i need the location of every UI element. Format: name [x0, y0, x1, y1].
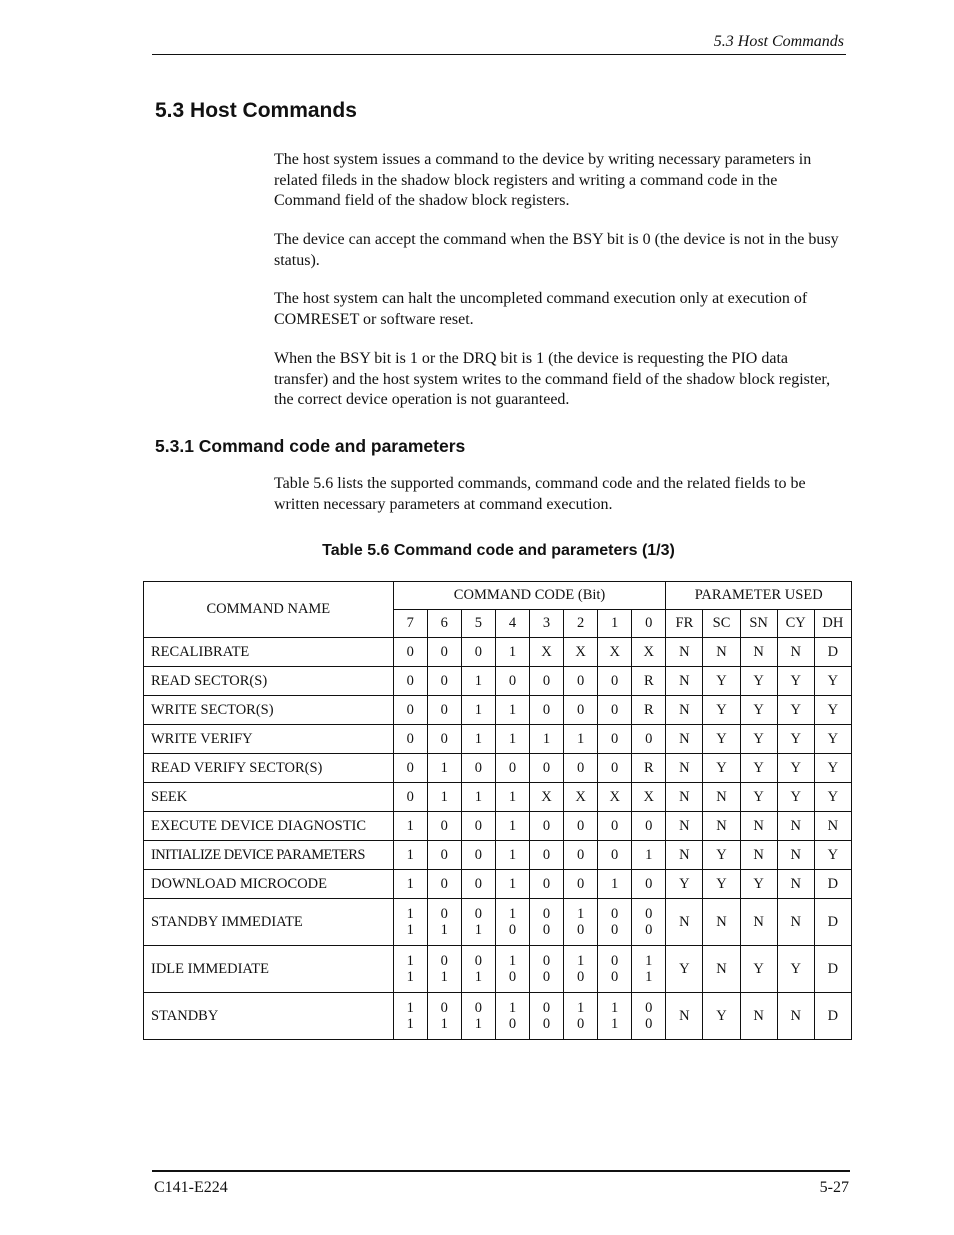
code-bit-cell	[427, 946, 461, 993]
code-bit-cell: 1	[495, 696, 529, 725]
table-row	[144, 870, 852, 899]
param-cell: N	[814, 812, 851, 841]
code-bit-cell: 0	[564, 696, 598, 725]
param-cell: Y	[814, 725, 851, 754]
code-bit-cell: R	[632, 754, 666, 783]
code-bit-line: 1	[406, 953, 414, 969]
param-cell: Y	[740, 667, 777, 696]
code-bit-line: 1	[406, 969, 414, 985]
code-bit-cell: 0	[632, 870, 666, 899]
code-bit-cell: 1	[461, 725, 495, 754]
command-name-cell: IDLE IMMEDIATE	[144, 946, 394, 993]
code-bit-cell: 0	[393, 667, 427, 696]
page-footer	[152, 1170, 850, 1196]
code-bit-cell: 0	[564, 870, 598, 899]
code-bit-cell: 0	[529, 841, 563, 870]
param-cell: Y	[777, 696, 814, 725]
code-bit-line: 0	[542, 906, 551, 922]
code-bit-line: 0	[508, 922, 517, 938]
command-code-table	[143, 581, 852, 1040]
code-bit-line: 0	[611, 922, 619, 938]
code-bit-cell: 1	[393, 870, 427, 899]
code-bit-cell: 0	[564, 667, 598, 696]
table-row	[144, 993, 852, 1040]
code-bit-line: 1	[508, 953, 517, 969]
code-bit-cell	[598, 993, 632, 1040]
code-bit-line: 1	[474, 1016, 482, 1032]
param-cell: N	[777, 993, 814, 1040]
code-bit-cell: 0	[427, 841, 461, 870]
code-bit-cell: 0	[461, 754, 495, 783]
code-bit-line: 1	[406, 906, 414, 922]
code-bit-cell	[598, 946, 632, 993]
code-bit-line: 1	[406, 1000, 414, 1016]
code-bit-cell: 1	[495, 638, 529, 667]
param-cell: Y	[777, 754, 814, 783]
param-cell: Y	[740, 725, 777, 754]
paragraph-table-intro: Table 5.6 lists the supported commands, command code and the related fields to be written necessary parameters at command execution.	[274, 475, 806, 513]
table-caption: Table 5.6 Command code and parameters (1/3)	[322, 542, 675, 559]
code-bit-cell	[632, 899, 666, 946]
code-bit-cell: 1	[529, 725, 563, 754]
code-bit-cell: 0	[529, 754, 563, 783]
param-cell: N	[666, 725, 703, 754]
code-bit-line: 1	[645, 953, 653, 969]
code-bit-line: 1	[508, 906, 517, 922]
code-bit-cell: 1	[495, 783, 529, 812]
code-bit-cell: 1	[495, 841, 529, 870]
table-row	[144, 841, 852, 870]
code-bit-line: 1	[576, 953, 585, 969]
code-bit-line: 0	[576, 969, 585, 985]
param-cell: N	[666, 754, 703, 783]
code-bit-cell: 1	[427, 754, 461, 783]
code-bit-line: 0	[576, 922, 585, 938]
code-bit-cell	[461, 899, 495, 946]
code-bit-cell	[564, 899, 598, 946]
code-bit-line: 1	[440, 969, 448, 985]
table-row	[144, 696, 852, 725]
code-bit-line: 1	[611, 1000, 619, 1016]
code-bit-line: 1	[576, 906, 585, 922]
header-param-cy: CY	[777, 610, 814, 638]
code-bit-cell: 0	[598, 841, 632, 870]
param-cell: Y	[777, 667, 814, 696]
param-cell: D	[814, 993, 851, 1040]
code-bit-cell: 0	[427, 638, 461, 667]
running-header	[152, 30, 846, 55]
code-bit-cell	[393, 899, 427, 946]
subsection-title: 5.3.1 Command code and parameters	[155, 436, 466, 456]
code-bit-cell: 0	[598, 725, 632, 754]
table-row	[144, 783, 852, 812]
code-bit-line: 0	[508, 1016, 517, 1032]
param-cell: Y	[703, 667, 740, 696]
code-bit-cell	[427, 899, 461, 946]
param-cell: Y	[703, 696, 740, 725]
param-cell: Y	[703, 754, 740, 783]
code-bit-cell: 1	[632, 841, 666, 870]
code-bit-cell: 0	[564, 812, 598, 841]
header-bit-1: 1	[598, 610, 632, 638]
param-cell: Y	[740, 870, 777, 899]
param-cell: N	[703, 812, 740, 841]
code-bit-cell: 0	[598, 667, 632, 696]
param-cell: N	[703, 946, 740, 993]
header-bit-0: 0	[632, 610, 666, 638]
param-cell: Y	[740, 754, 777, 783]
code-bit-cell: 0	[427, 812, 461, 841]
code-bit-cell: 0	[632, 812, 666, 841]
param-cell: N	[666, 899, 703, 946]
param-cell: Y	[777, 725, 814, 754]
command-name-cell: SEEK	[144, 783, 394, 812]
code-bit-cell: 1	[598, 870, 632, 899]
table-row	[144, 638, 852, 667]
code-bit-cell: 0	[529, 870, 563, 899]
code-bit-line: 0	[542, 969, 551, 985]
code-bit-cell: X	[598, 783, 632, 812]
code-bit-cell	[427, 993, 461, 1040]
code-bit-cell	[632, 993, 666, 1040]
header-command-name: COMMAND NAME	[144, 582, 394, 638]
paragraph-command-issue: The host system issues a command to the device by writing necessary parameters in related fileds in the shadow block registers and writing a command code in the Command field of the shadow block registers.	[274, 151, 812, 209]
header-parameter-used: PARAMETER USED	[666, 582, 852, 610]
code-bit-line: 0	[440, 953, 448, 969]
code-bit-cell: X	[529, 783, 563, 812]
section-title: 5.3 Host Commands	[155, 99, 357, 122]
code-bit-cell: 0	[461, 638, 495, 667]
param-cell: N	[740, 638, 777, 667]
code-bit-cell: 1	[564, 725, 598, 754]
code-bit-cell	[564, 946, 598, 993]
code-bit-cell	[495, 946, 529, 993]
param-cell: N	[666, 667, 703, 696]
command-name-cell: READ SECTOR(S)	[144, 667, 394, 696]
table-row	[144, 667, 852, 696]
code-bit-line: 0	[440, 1000, 448, 1016]
param-cell: N	[740, 899, 777, 946]
param-cell: N	[740, 812, 777, 841]
code-bit-line: 1	[440, 922, 448, 938]
param-cell: N	[703, 899, 740, 946]
code-bit-cell	[529, 993, 563, 1040]
param-cell: Y	[703, 841, 740, 870]
param-cell: N	[666, 696, 703, 725]
code-bit-line: 0	[542, 1000, 551, 1016]
param-cell: Y	[814, 783, 851, 812]
document-number: C141-E224	[154, 1179, 228, 1196]
table-body	[144, 638, 852, 1040]
param-cell: N	[703, 783, 740, 812]
param-cell: N	[777, 870, 814, 899]
code-bit-line: 0	[611, 906, 619, 922]
code-bit-cell: X	[632, 783, 666, 812]
code-bit-line: 1	[474, 969, 482, 985]
param-cell: Y	[777, 946, 814, 993]
code-bit-cell: 0	[529, 812, 563, 841]
code-bit-cell: R	[632, 667, 666, 696]
param-cell: D	[814, 870, 851, 899]
param-cell: Y	[740, 946, 777, 993]
param-cell: N	[740, 841, 777, 870]
param-cell: N	[777, 638, 814, 667]
code-bit-cell	[461, 993, 495, 1040]
command-name-cell: STANDBY IMMEDIATE	[144, 899, 394, 946]
code-bit-cell	[564, 993, 598, 1040]
code-bit-cell	[393, 993, 427, 1040]
code-bit-cell: 1	[495, 725, 529, 754]
code-bit-line: 1	[440, 1016, 448, 1032]
code-bit-line: 0	[576, 1016, 585, 1032]
code-bit-line: 0	[645, 906, 653, 922]
code-bit-line: 0	[474, 953, 482, 969]
param-cell: Y	[814, 754, 851, 783]
param-cell: N	[777, 899, 814, 946]
param-cell: Y	[703, 870, 740, 899]
code-bit-cell: 0	[393, 725, 427, 754]
param-cell: N	[666, 638, 703, 667]
param-cell: Y	[777, 783, 814, 812]
param-cell: N	[666, 841, 703, 870]
code-bit-cell: 1	[461, 783, 495, 812]
code-bit-line: 0	[542, 1016, 551, 1032]
code-bit-cell: 1	[393, 841, 427, 870]
code-bit-line: 0	[611, 969, 619, 985]
code-bit-cell: 0	[393, 696, 427, 725]
table-row	[144, 946, 852, 993]
command-name-cell: STANDBY	[144, 993, 394, 1040]
code-bit-cell: R	[632, 696, 666, 725]
code-bit-line: 1	[508, 1000, 517, 1016]
param-cell: N	[740, 993, 777, 1040]
param-cell: Y	[814, 667, 851, 696]
code-bit-cell: 0	[461, 870, 495, 899]
code-bit-cell	[495, 993, 529, 1040]
code-bit-line: 0	[440, 906, 448, 922]
running-header-title: 5.3 Host Commands	[713, 33, 844, 50]
command-name-cell: WRITE VERIFY	[144, 725, 394, 754]
code-bit-cell: 0	[461, 812, 495, 841]
code-bit-cell: 0	[393, 638, 427, 667]
header-param-sn: SN	[740, 610, 777, 638]
code-bit-line: 0	[474, 906, 482, 922]
header-bit-3: 3	[529, 610, 563, 638]
table-row	[144, 812, 852, 841]
param-cell: Y	[666, 870, 703, 899]
table-header-row	[144, 582, 852, 610]
code-bit-cell: 0	[564, 841, 598, 870]
param-cell: N	[666, 993, 703, 1040]
code-bit-cell: 0	[529, 667, 563, 696]
param-cell: N	[666, 783, 703, 812]
param-cell: N	[703, 638, 740, 667]
param-cell: Y	[814, 696, 851, 725]
param-cell: D	[814, 899, 851, 946]
code-bit-cell: X	[598, 638, 632, 667]
code-bit-cell: 1	[393, 812, 427, 841]
code-bit-line: 0	[542, 922, 551, 938]
param-cell: D	[814, 638, 851, 667]
code-bit-cell: 0	[427, 667, 461, 696]
command-name-cell: INITIALIZE DEVICE PARAMETERS	[144, 841, 394, 870]
code-bit-cell	[529, 899, 563, 946]
header-bit-2: 2	[564, 610, 598, 638]
table-row	[144, 725, 852, 754]
code-bit-cell	[495, 899, 529, 946]
command-name-cell: WRITE SECTOR(S)	[144, 696, 394, 725]
param-cell: Y	[740, 696, 777, 725]
param-cell: Y	[703, 993, 740, 1040]
param-cell: D	[814, 946, 851, 993]
header-param-dh: DH	[814, 610, 851, 638]
code-bit-line: 1	[474, 922, 482, 938]
param-cell: N	[777, 812, 814, 841]
code-bit-cell	[632, 946, 666, 993]
param-cell: N	[666, 812, 703, 841]
code-bit-cell: X	[564, 783, 598, 812]
paragraph-bsy-accept: The device can accept the command when the BSY bit is 0 (the device is not in the busy status).	[274, 231, 839, 269]
code-bit-cell: 0	[393, 783, 427, 812]
code-bit-cell: 0	[461, 841, 495, 870]
code-bit-cell: 0	[427, 725, 461, 754]
param-cell: Y	[814, 841, 851, 870]
code-bit-cell: 0	[495, 667, 529, 696]
code-bit-cell: 1	[495, 870, 529, 899]
paragraph-not-guaranteed: When the BSY bit is 1 or the DRQ bit is 1 (the device is requesting the PIO data transfer) and the host system writes to the command field of the shadow block register, the correct device operation is not guaranteed.	[274, 350, 831, 408]
param-cell: Y	[740, 783, 777, 812]
code-bit-cell	[393, 946, 427, 993]
code-bit-line: 1	[406, 1016, 414, 1032]
code-bit-line: 0	[645, 1016, 653, 1032]
code-bit-line: 0	[542, 953, 551, 969]
header-param-fr: FR	[666, 610, 703, 638]
code-bit-cell: 1	[461, 696, 495, 725]
command-name-cell: RECALIBRATE	[144, 638, 394, 667]
code-bit-cell: 0	[427, 870, 461, 899]
code-bit-cell: 0	[529, 696, 563, 725]
code-bit-cell: X	[632, 638, 666, 667]
code-bit-line: 0	[508, 969, 517, 985]
param-cell: Y	[666, 946, 703, 993]
command-name-cell: EXECUTE DEVICE DIAGNOSTIC	[144, 812, 394, 841]
code-bit-line: 1	[576, 1000, 585, 1016]
code-bit-cell: 0	[393, 754, 427, 783]
table-row	[144, 899, 852, 946]
code-bit-line: 1	[406, 922, 414, 938]
page-number: 5-27	[819, 1179, 849, 1196]
code-bit-line: 0	[474, 1000, 482, 1016]
code-bit-cell: 0	[632, 725, 666, 754]
header-bit-4: 4	[495, 610, 529, 638]
command-name-cell: READ VERIFY SECTOR(S)	[144, 754, 394, 783]
code-bit-cell: 0	[495, 754, 529, 783]
header-param-sc: SC	[703, 610, 740, 638]
code-bit-cell	[529, 946, 563, 993]
code-bit-cell: 0	[427, 696, 461, 725]
code-bit-cell: 0	[598, 754, 632, 783]
code-bit-cell: 0	[598, 812, 632, 841]
paragraph-halt: The host system can halt the uncompleted command execution only at execution of COMRESET or software reset.	[274, 290, 808, 328]
param-cell: N	[777, 841, 814, 870]
header-bit-5: 5	[461, 610, 495, 638]
code-bit-cell: X	[529, 638, 563, 667]
code-bit-line: 1	[645, 969, 653, 985]
code-bit-cell	[598, 899, 632, 946]
code-bit-cell: 1	[495, 812, 529, 841]
param-cell: Y	[703, 725, 740, 754]
code-bit-cell: 1	[427, 783, 461, 812]
header-bit-7: 7	[393, 610, 427, 638]
code-bit-cell: 1	[461, 667, 495, 696]
header-bit-6: 6	[427, 610, 461, 638]
code-bit-line: 0	[611, 953, 619, 969]
code-bit-line: 0	[645, 1000, 653, 1016]
code-bit-line: 1	[611, 1016, 619, 1032]
code-bit-cell: 0	[598, 696, 632, 725]
header-command-code: COMMAND CODE (Bit)	[393, 582, 666, 610]
code-bit-cell	[461, 946, 495, 993]
table-row	[144, 754, 852, 783]
code-bit-cell: 0	[564, 754, 598, 783]
command-name-cell: DOWNLOAD MICROCODE	[144, 870, 394, 899]
code-bit-line: 0	[645, 922, 653, 938]
code-bit-cell: X	[564, 638, 598, 667]
